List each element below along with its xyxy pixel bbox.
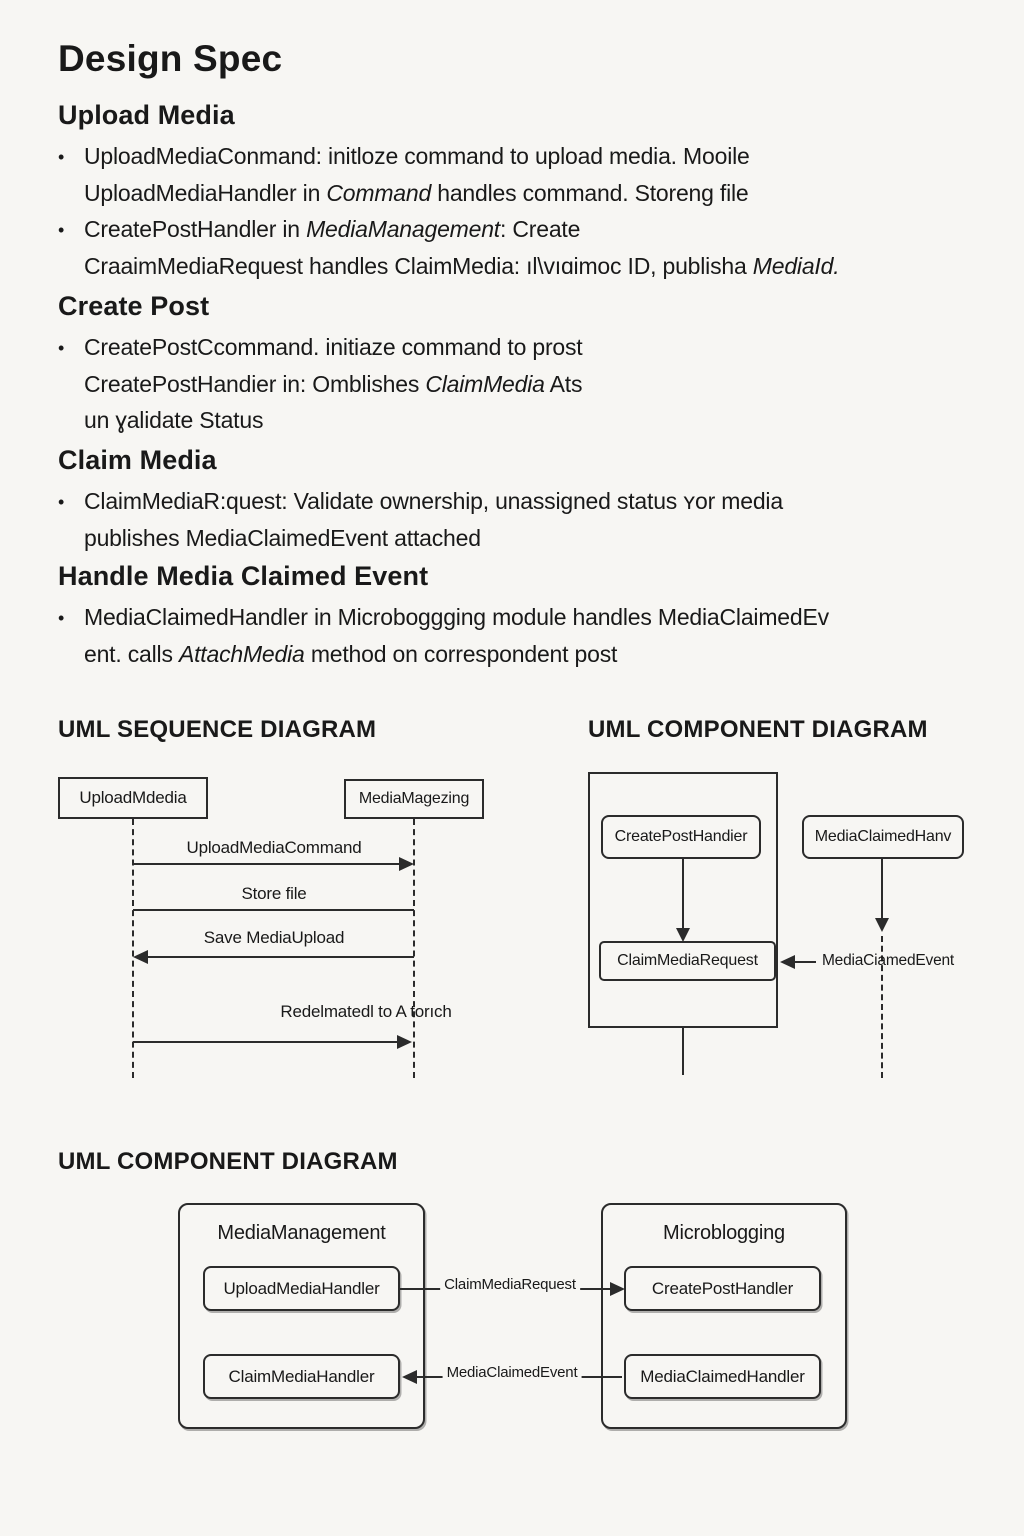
spec-line [58, 636, 978, 672]
spec-line-text: CraaimMediaRequest handles ClaimMedia: ıl\vıɑimoc ID, publisha MediaId. [84, 253, 840, 279]
spec-line-text: un ɣalidate Status [84, 407, 264, 433]
spec-line-text: UploadMediaConmand: initloze command to upload media. Mooile [84, 143, 750, 169]
component-box-create-post-handler-bottom [624, 1266, 821, 1311]
message-label-redelegated: Redelmatedl to A torıch [280, 1002, 452, 1021]
connector-line-down [682, 1028, 684, 1075]
section-upload-media [58, 100, 978, 284]
spec-line [58, 211, 978, 248]
spec-line-text: CreatePostCcommand. initiaze command to prost [84, 334, 583, 360]
component-box-upload-media-handler [203, 1266, 400, 1311]
uml-component-diagram-top-heading: UML COMPONENT DIAGRAM [588, 716, 928, 743]
component-box-label: ClaimMediaHandler [228, 1366, 375, 1386]
section-upload-media-heading: Upload Media [58, 100, 235, 130]
spec-line [58, 329, 978, 366]
message-line [133, 909, 414, 911]
component-box-label: CreatePostHandier [614, 828, 748, 845]
message-arrow-line [133, 1041, 398, 1043]
arrowhead-left-icon [133, 950, 148, 964]
arrowhead-right-icon [610, 1282, 625, 1296]
arrowhead-right-icon [399, 857, 414, 871]
arrowhead-down-icon [676, 928, 690, 942]
lifeline-left [132, 819, 134, 1078]
spec-line-text: ent. calls AttachMedia method on correspondent post [84, 641, 618, 667]
spec-line-text: MediaClaimedHandler in Microboggging module handles MediaClaimedEv [84, 604, 829, 630]
actor-label: UploadMdedia [79, 788, 187, 807]
spec-line [58, 520, 978, 556]
message-label-upload-media-command: UploadMediaCommand [186, 838, 362, 857]
spec-line [58, 599, 978, 636]
component-box-label: CreatePostHandler [651, 1278, 794, 1298]
component-box-media-claimed-handler [802, 815, 964, 859]
section-handle-event-heading: Handle Media Claimed Event [58, 561, 429, 591]
page-title: Design Spec [58, 38, 283, 79]
arrowhead-left-icon [780, 955, 795, 969]
message-label-store-file: Store file [241, 884, 307, 903]
spec-line [58, 248, 978, 284]
section-create-post-heading: Create Post [58, 291, 210, 321]
spec-line-text: CreatePostHandier in: Omblishes ClaimMedia Ats [84, 371, 583, 397]
spec-line [58, 366, 978, 402]
component-box-media-claimed-handler-bottom [624, 1354, 821, 1399]
spec-line-text: UploadMediaHandler in Command handles command. Storeng file [84, 180, 749, 206]
section-handle-media-claimed-event [58, 561, 978, 672]
component-box-label: MediaClaimedHanv [814, 828, 952, 845]
spec-line [58, 138, 978, 175]
arrowhead-left-icon [402, 1370, 417, 1384]
actor-label: MediaMagezing [358, 790, 470, 807]
bullet-dot: • [58, 608, 65, 628]
spec-line-text: CreatePostHandler in MediaManagement: Create [84, 216, 581, 242]
message-label-save-media-upload: Save MediaUpload [203, 928, 345, 947]
uml-sequence-diagram-heading: UML SEQUENCE DIAGRAM [58, 716, 377, 743]
arrow-label-media-claimed-event: MediaClaimedEvent [443, 1364, 582, 1381]
uml-component-diagram-bottom-heading: UML COMPONENT DIAGRAM [58, 1148, 398, 1175]
spec-line [58, 175, 978, 211]
connector-line-down [881, 859, 883, 921]
spec-line [58, 402, 978, 438]
component-box-label: ClaimMediaRequest [617, 952, 758, 969]
bullet-dot: • [58, 338, 65, 358]
message-arrow-line [147, 956, 414, 958]
spec-line [58, 483, 978, 520]
bullet-dot: • [58, 492, 65, 512]
section-create-post [58, 291, 978, 438]
component-box-create-post-handler [601, 815, 761, 859]
component-box-claim-media-handler [203, 1354, 400, 1399]
event-arrow-line [794, 961, 816, 963]
arrowhead-right-icon [397, 1035, 412, 1049]
spec-line-text: ClaimMediaR:quest: Validate ownership, unassigned status ʏor media [84, 488, 783, 514]
actor-box-upload-media [58, 777, 208, 819]
container-title: Microblogging [663, 1222, 785, 1244]
bullet-dot: • [58, 220, 65, 240]
message-arrow-line [133, 863, 400, 865]
arrowhead-down-icon [875, 918, 889, 932]
event-label-media-claimed-event: MediaCiamedEvent [821, 952, 955, 969]
bullet-dot: • [58, 147, 65, 167]
actor-box-media-magezing [344, 779, 484, 819]
component-box-claim-media-request [599, 941, 776, 981]
section-claim-media [58, 445, 978, 556]
arrow-label-claim-media-request: ClaimMediaRequest [440, 1276, 580, 1293]
spec-line-text: publishes MediaClaimedEvent attached [84, 525, 481, 551]
section-claim-media-heading: Claim Media [58, 445, 217, 475]
container-title: MediaManagement [217, 1222, 386, 1244]
component-box-label: UploadMediaHandler [223, 1278, 380, 1298]
component-box-label: MediaClaimedHandler [640, 1366, 805, 1386]
connector-line-down [682, 859, 684, 931]
